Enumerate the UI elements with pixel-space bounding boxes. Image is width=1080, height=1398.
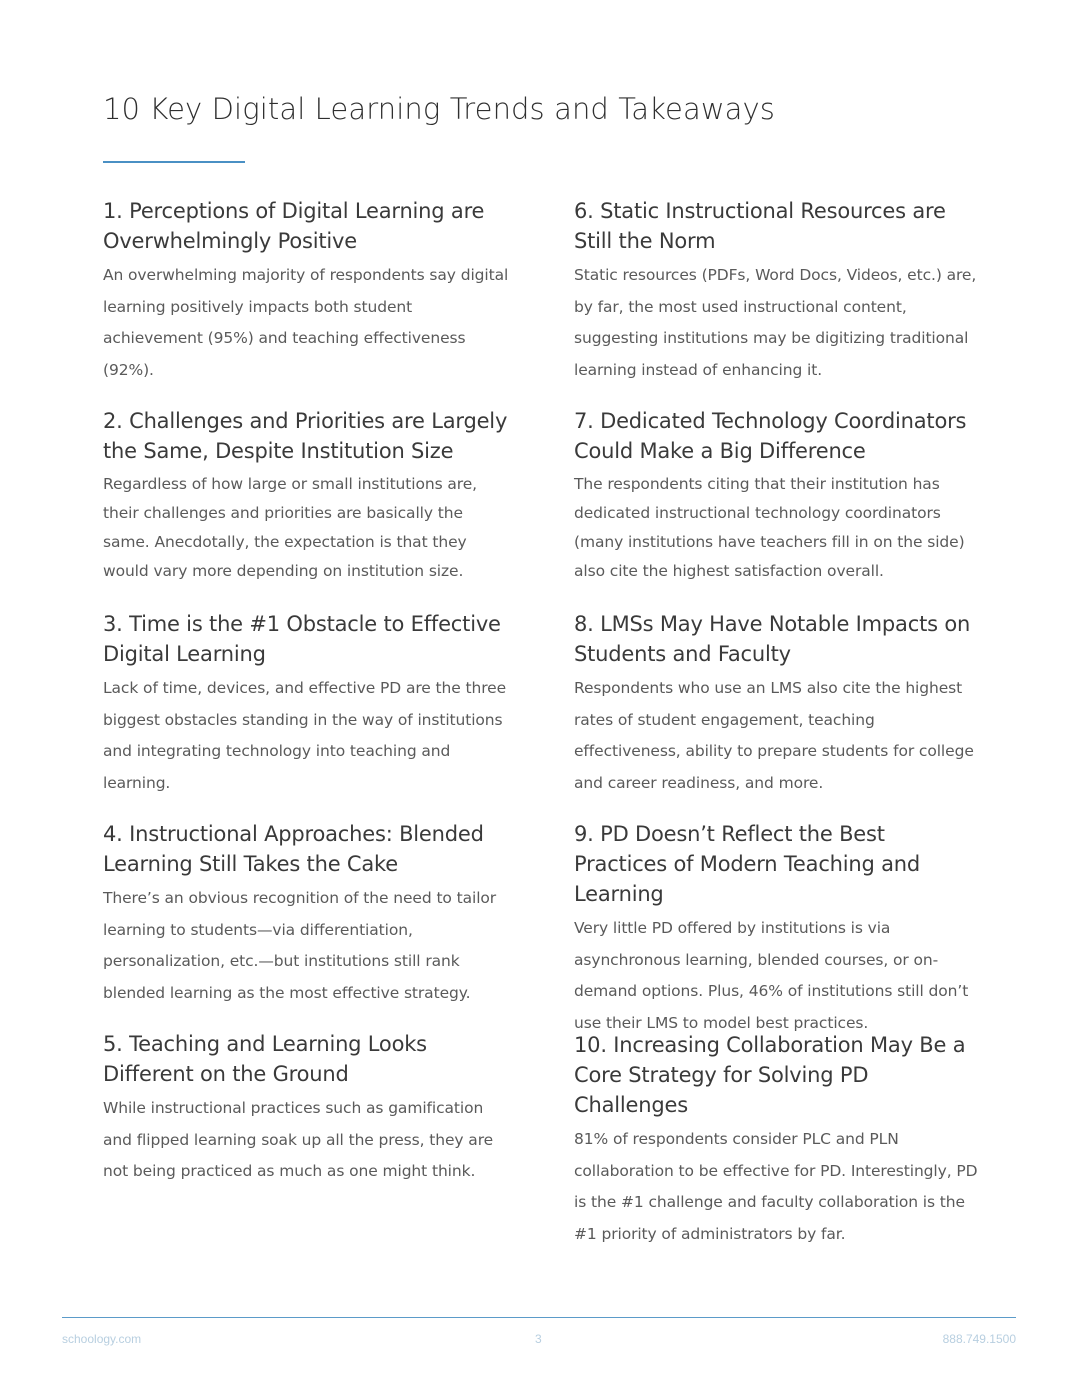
footer-phone-number: 888.749.1500 xyxy=(942,1332,1016,1346)
takeaway-body: Very little PD offered by institutions is via asynchronous learning, blended courses, or on-demand options. Plus, 46% of institutions still don’t use their LMS to model best practices. xyxy=(574,919,969,1032)
takeaway-heading: 2. Challenges and Priorities are Largely the Same, Despite Institution Size xyxy=(103,409,508,463)
takeaway-body: While instructional practices such as gamification and flipped learning soak up all the press, they are not being practiced as much as one might think. xyxy=(103,1099,494,1180)
takeaway-heading: 8. LMSs May Have Notable Impacts on Students and Faculty xyxy=(574,612,971,666)
takeaway-body: Lack of time, devices, and effective PD are the three biggest obstacles standing in the way of institutions and integrating technology into teaching and learning. xyxy=(103,679,507,792)
takeaway-heading: 4. Instructional Approaches: Blended Learning Still Takes the Cake xyxy=(103,822,484,876)
takeaway-item-9 xyxy=(574,819,984,1039)
takeaway-body: The respondents citing that their institution has dedicated instructional technology coordinators (many institutions have teachers fill in on the side) also cite the highest satisfaction overall. xyxy=(574,475,965,580)
takeaway-item-4 xyxy=(103,819,513,1009)
takeaway-heading: 1. Perceptions of Digital Learning are Overwhelmingly Positive xyxy=(103,199,485,253)
takeaway-body: 81% of respondents consider PLC and PLN collaboration to be effective for PD. Interestingly, PD is the #1 challenge and faculty collaboration is the #1 priority of administrators by far. xyxy=(574,1130,978,1243)
takeaway-heading: 10. Increasing Collaboration May Be a Core Strategy for Solving PD Challenges xyxy=(574,1033,966,1117)
takeaway-item-1 xyxy=(103,196,513,386)
page-title: 10 Key Digital Learning Trends and Takeaways xyxy=(103,92,775,126)
takeaway-heading: 5. Teaching and Learning Looks Different on the Ground xyxy=(103,1032,427,1086)
takeaway-heading: 9. PD Doesn’t Reflect the Best Practices of Modern Teaching and Learning xyxy=(574,822,921,906)
title-underline xyxy=(103,161,245,163)
takeaway-item-7 xyxy=(574,406,984,586)
takeaway-item-6 xyxy=(574,196,984,386)
takeaway-item-3 xyxy=(103,609,513,799)
footer-divider xyxy=(62,1317,1016,1318)
takeaway-body: An overwhelming majority of respondents say digital learning positively impacts both student achievement (95%) and teaching effectiveness (92%). xyxy=(103,266,509,379)
takeaway-heading: 7. Dedicated Technology Coordinators Could Make a Big Difference xyxy=(574,409,967,463)
takeaway-item-10 xyxy=(574,1030,984,1250)
takeaway-item-2 xyxy=(103,406,513,586)
footer-website-link[interactable]: schoology.com xyxy=(62,1332,142,1346)
takeaway-body: Respondents who use an LMS also cite the highest rates of student engagement, teaching effectiveness, ability to prepare students for college and career readiness, and more. xyxy=(574,679,974,792)
takeaway-body: There’s an obvious recognition of the need to tailor learning to students—via differentiation, personalization, etc.—but institutions still rank blended learning as the most effective strategy. xyxy=(103,889,497,1002)
takeaway-item-8 xyxy=(574,609,984,799)
footer-page-number: 3 xyxy=(535,1332,542,1346)
takeaway-body: Regardless of how large or small institutions are, their challenges and priorities are basically the same. Anecdotally, the expectation is that they would vary more depending on institution size. xyxy=(103,475,477,580)
takeaway-heading: 3. Time is the #1 Obstacle to Effective Digital Learning xyxy=(103,612,501,666)
takeaway-body: Static resources (PDFs, Word Docs, Videos, etc.) are, by far, the most used instructional content, suggesting institutions may be digitizing traditional learning instead of enhancing it. xyxy=(574,266,977,379)
takeaway-heading: 6. Static Instructional Resources are Still the Norm xyxy=(574,199,946,253)
takeaway-item-5 xyxy=(103,1029,513,1188)
